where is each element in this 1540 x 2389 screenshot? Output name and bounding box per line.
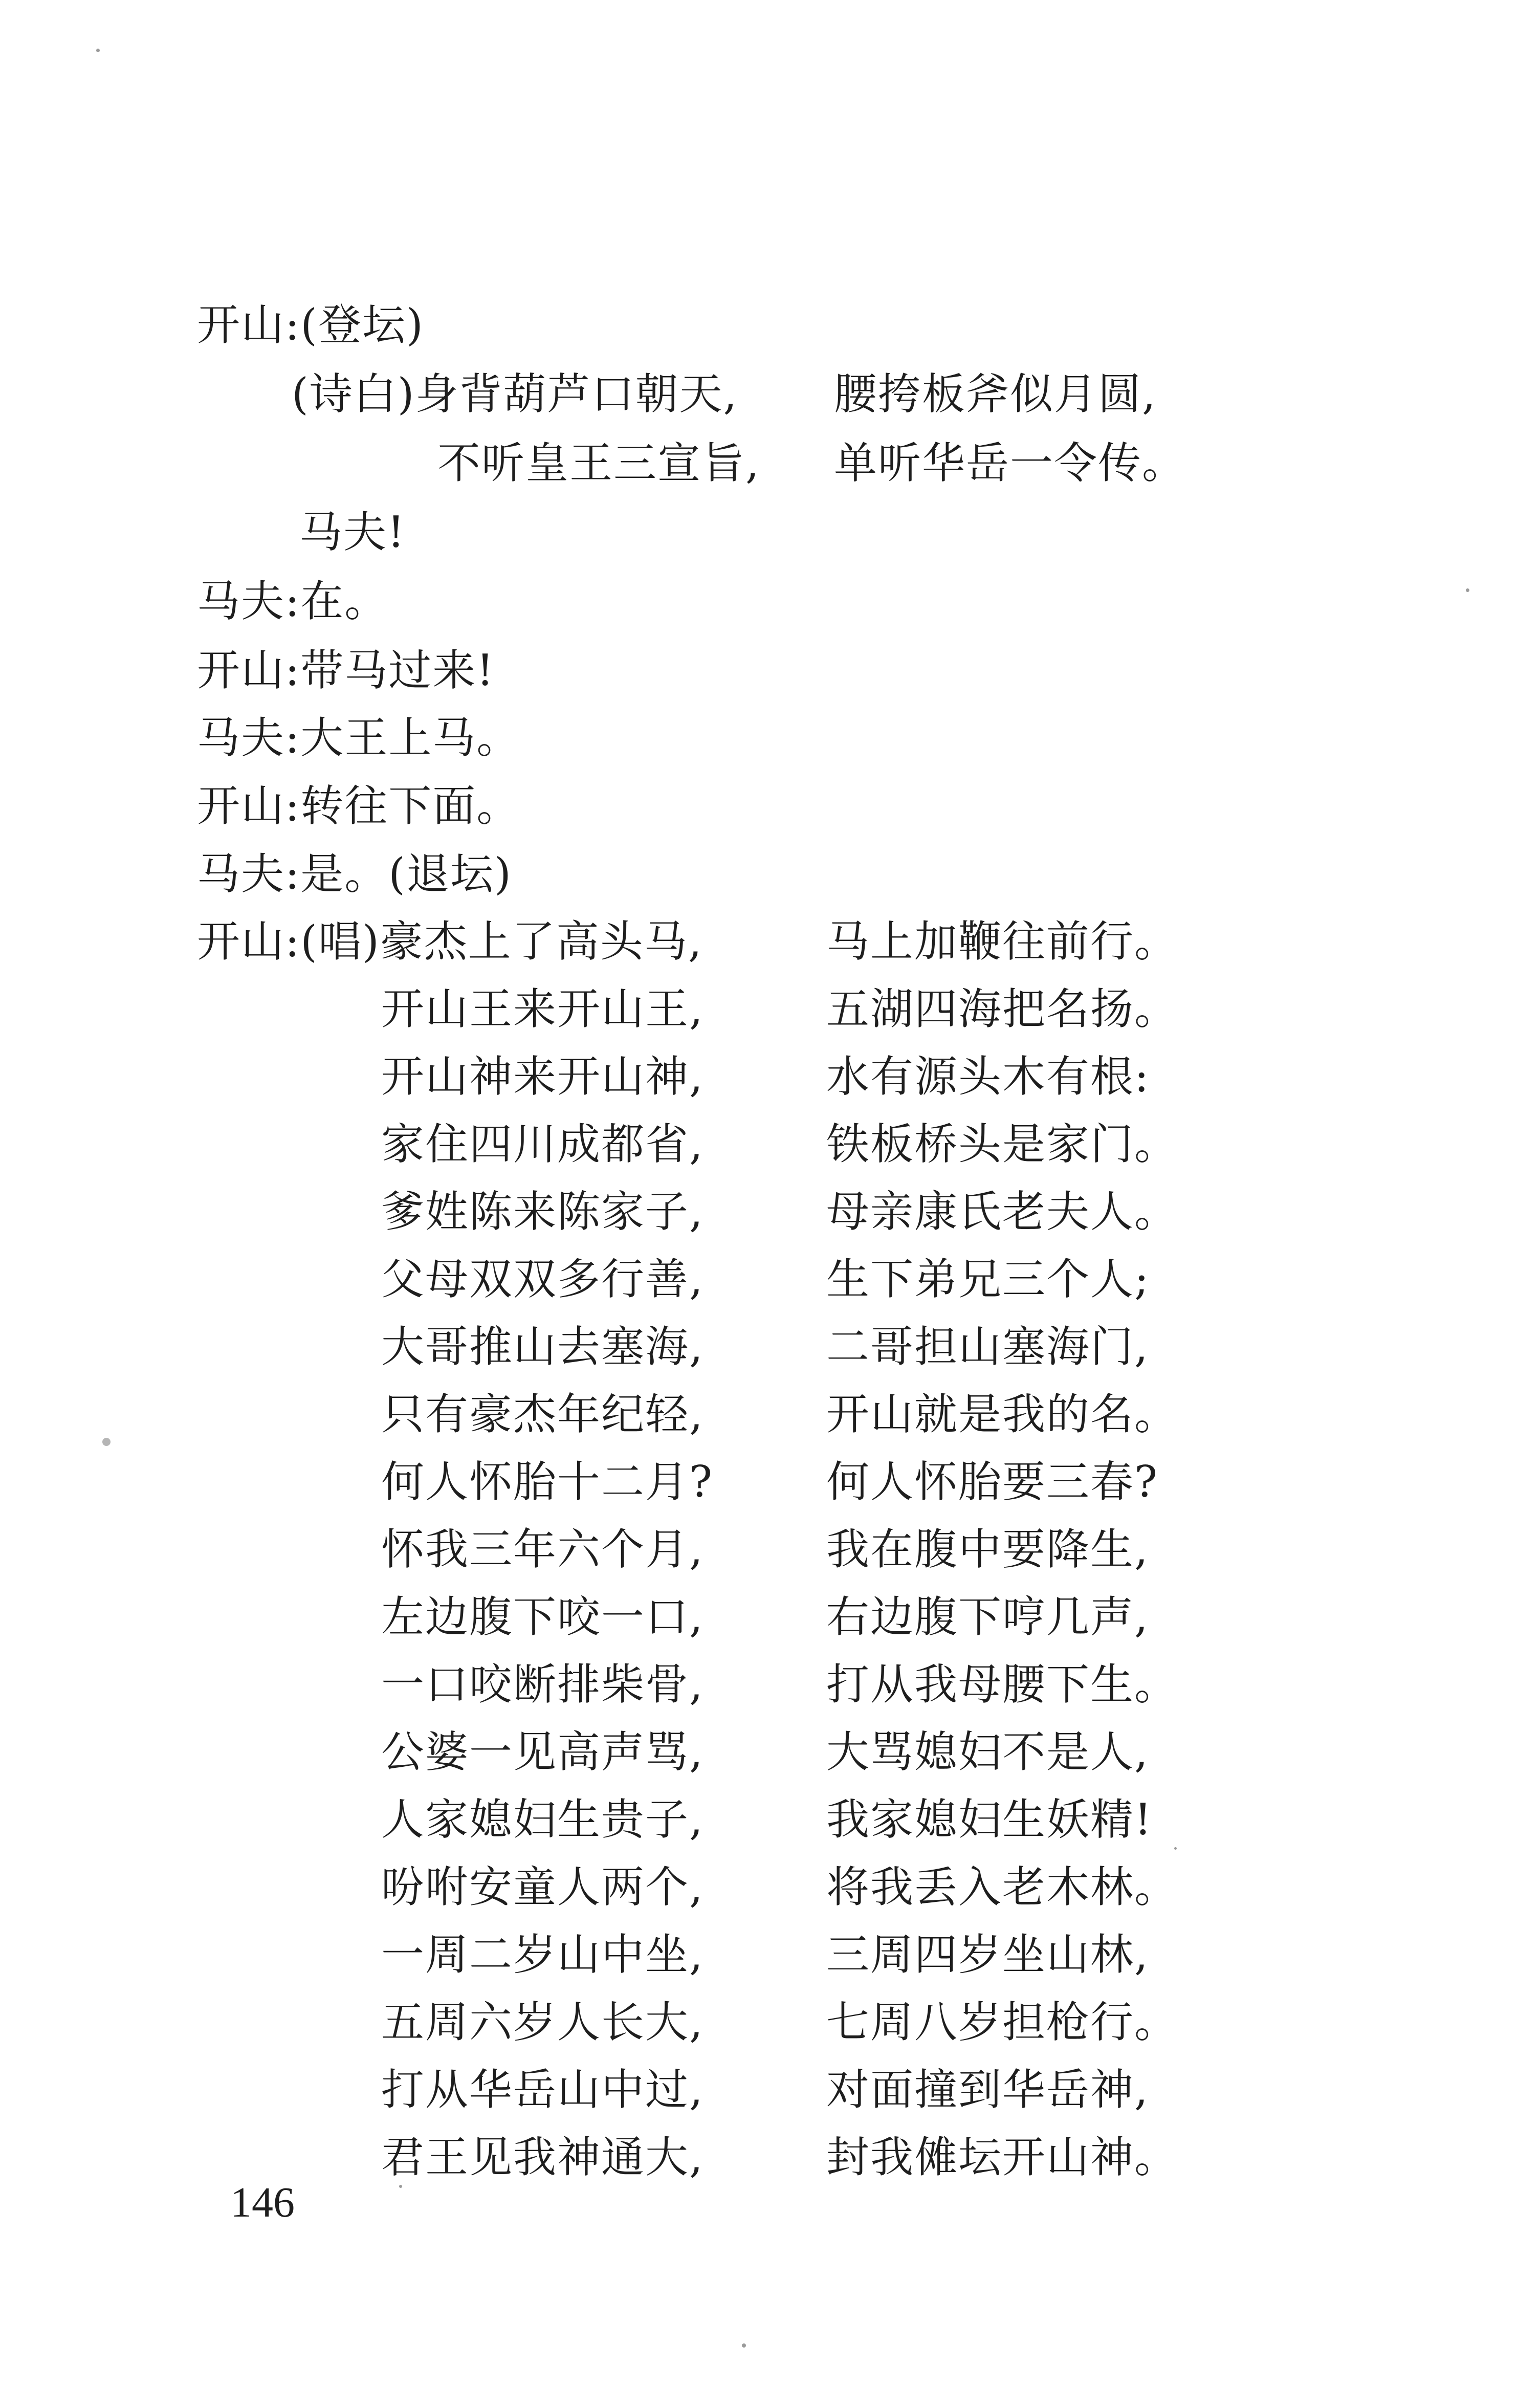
song-line-right: 二哥担山塞海门, — [826, 1322, 1149, 1372]
song-line-left: 公婆一见高声骂, — [381, 1727, 704, 1777]
song-line-left: 五周六岁人长大, — [381, 1997, 704, 2047]
song-line-right: 右边腹下哼几声, — [826, 1592, 1149, 1642]
song-line-right: 母亲康氏老夫人。 — [826, 1187, 1179, 1237]
dialogue-line: 开山:带马过来! — [197, 645, 495, 695]
song-line-right: 马上加鞭往前行。 — [826, 916, 1179, 967]
song-line-left: 怀我三年六个月, — [381, 1524, 704, 1574]
song-line-right: 封我傩坛开山神。 — [826, 2132, 1179, 2182]
song-line-right: 开山就是我的名。 — [826, 1389, 1179, 1439]
song-line-left: 一周二岁山中坐, — [381, 1930, 704, 1980]
song-line-right: 铁板桥头是家门。 — [826, 1119, 1179, 1169]
stage-line: 开山:(登坛) — [197, 300, 424, 350]
poem-line-right: 单听华岳一令传。 — [834, 438, 1186, 488]
song-line-right: 三周四岁坐山林, — [826, 1930, 1149, 1980]
song-line-left: 吩咐安童人两个, — [381, 1862, 704, 1912]
poem-line-left: (诗白)身背葫芦口朝天, — [292, 369, 738, 419]
scan-speck — [399, 2185, 402, 2188]
song-line-right: 我家媳妇生妖精! — [826, 1794, 1153, 1845]
dialogue-line: 开山:转往下面。 — [197, 781, 521, 831]
dialogue-line: 马夫! — [299, 507, 406, 557]
dialogue-line: 马夫:大王上马。 — [197, 713, 521, 763]
song-line-left: 打从华岳山中过, — [381, 2065, 704, 2115]
song-line-left: 父母双双多行善, — [381, 1254, 704, 1304]
song-line-left: 人家媳妇生贵子, — [381, 1794, 704, 1845]
scan-speck — [102, 1438, 111, 1446]
song-line-right: 我在腹中要降生, — [826, 1524, 1149, 1574]
song-line-right: 七周八岁担枪行。 — [826, 1997, 1179, 2047]
dialogue-line: 马夫:是。(退坛) — [197, 849, 512, 899]
song-line-right: 五湖四海把名扬。 — [826, 984, 1179, 1034]
song-line-right: 何人怀胎要三春? — [826, 1457, 1159, 1507]
page-number: 146 — [230, 2179, 295, 2226]
song-line-left: 开山神来开山神, — [381, 1051, 704, 1102]
poem-line-right: 腰挎板斧似月圆, — [834, 369, 1157, 419]
song-line-left: 一口咬断排柴骨, — [381, 1659, 704, 1709]
song-line-left: 左边腹下咬一口, — [381, 1592, 704, 1642]
song-line-left: 家住四川成都省, — [381, 1119, 704, 1169]
song-line-left: 开山:(唱)豪杰上了高头马, — [197, 916, 703, 967]
scan-speck — [1174, 1847, 1177, 1850]
song-line-right: 大骂媳妇不是人, — [826, 1727, 1149, 1777]
song-line-left: 大哥推山去塞海, — [381, 1322, 704, 1372]
song-line-left: 何人怀胎十二月? — [381, 1457, 714, 1507]
song-line-left: 爹姓陈来陈家子, — [381, 1187, 704, 1237]
scan-speck — [742, 2343, 746, 2348]
song-line-right: 生下弟兄三个人; — [826, 1254, 1150, 1304]
song-line-right: 对面撞到华岳神, — [826, 2065, 1149, 2115]
song-line-left: 开山王来开山王, — [381, 984, 704, 1034]
dialogue-line: 马夫:在。 — [197, 576, 389, 626]
poem-line-left: 不听皇王三宣旨, — [437, 438, 760, 488]
song-line-left: 只有豪杰年纪轻, — [381, 1389, 704, 1439]
song-line-right: 将我丢入老木林。 — [826, 1862, 1179, 1912]
song-line-left: 君王见我神通大, — [381, 2132, 704, 2182]
song-line-right: 打从我母腰下生。 — [826, 1659, 1179, 1709]
scan-speck — [96, 49, 100, 52]
scan-speck — [1466, 588, 1469, 592]
song-line-right: 水有源头木有根: — [826, 1051, 1150, 1102]
